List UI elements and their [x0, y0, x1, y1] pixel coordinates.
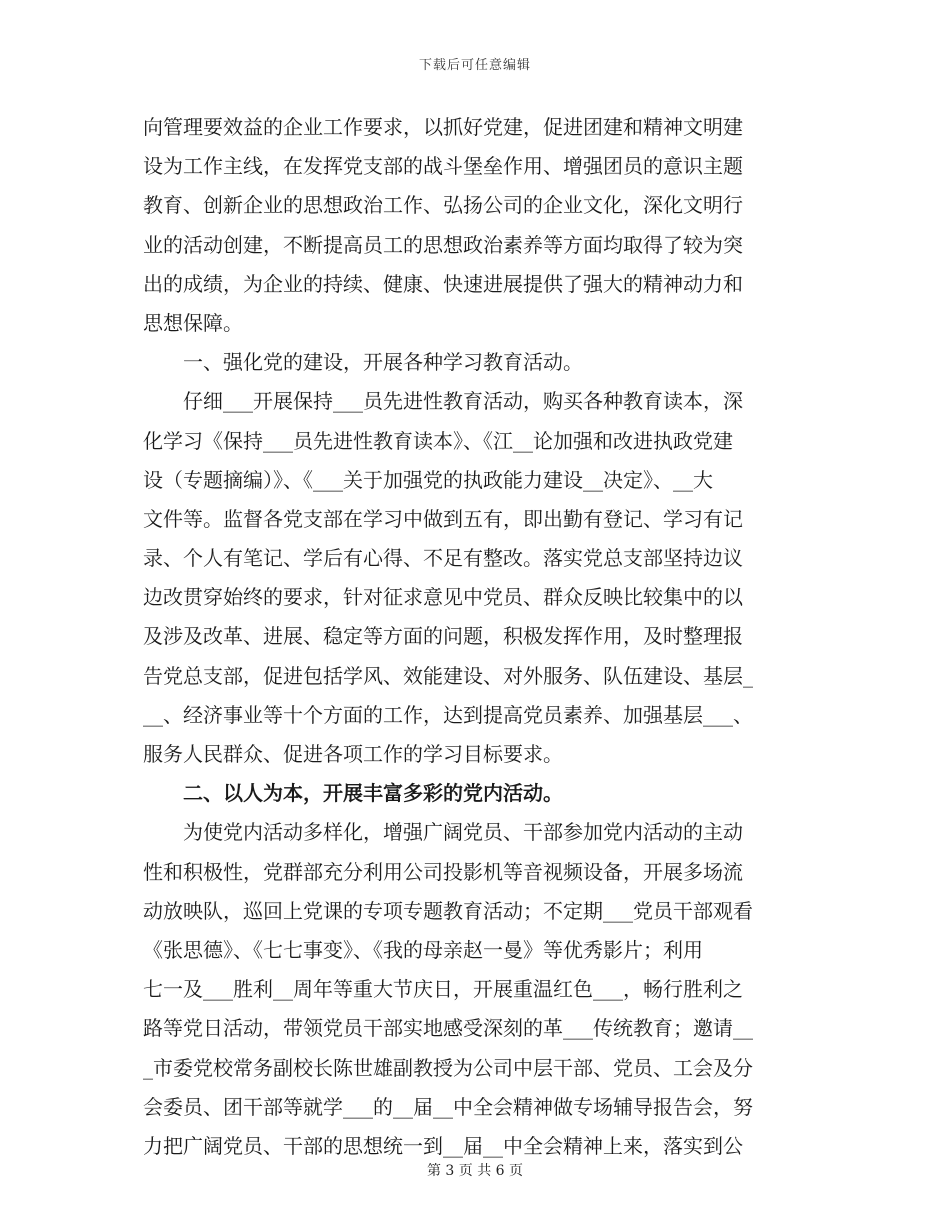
body-text-line: 向管理要效益的企业工作要求，以抓好党建，促进团建和精神文明建	[143, 115, 743, 139]
body-text-line: 《张思德》、《七七事变》、《我的母亲赵一曼》等优秀影片；利用	[143, 937, 703, 962]
section-heading-line: 二、以人为本，开展丰富多彩的党内活动。	[143, 781, 563, 806]
body-text-line: 业的活动创建，不断提高员工的思想政治素养等方面均取得了较为突	[143, 232, 743, 257]
body-text-line: 边改贯穿始终的要求，针对征求意见中党员、群众反映比较集中的以	[143, 585, 743, 610]
body-text-line: 路等党日活动，带领党员干部实地感受深刻的革___传统教育；邀请__	[143, 1016, 753, 1041]
body-text-line: 会委员、团干部等就学___的__届__中全会精神做专场辅导报告会，努	[143, 1094, 753, 1119]
body-text-line: 性和积极性，党群部充分利用公司投影机等音视频设备，开展多场流	[143, 859, 743, 884]
body-text-line: 录、个人有笔记、学后有心得、不足有整改。落实党总支部坚持边议	[143, 546, 743, 571]
body-text-line: 思想保障。	[143, 310, 243, 335]
body-text-line: 文件等。监督各党支部在学习中做到五有，即出勤有登记、学习有记	[143, 506, 743, 531]
body-text-line: 服务人民群众、促进各项工作的学习目标要求。	[143, 742, 563, 766]
body-text-line: 及涉及改革、进展、稳定等方面的问题，积极发挥作用，及时整理报	[143, 624, 743, 649]
body-text-line: _市委党校常务副校长陈世雄副教授为公司中层干部、党员、工会及分	[143, 1055, 753, 1080]
body-text-line: 动放映队，巡回上党课的专项专题教育活动；不定期___党员干部观看	[143, 898, 753, 923]
body-text-line: 仔细___开展保持___员先进性教育活动，购买各种教育读本，深	[143, 389, 743, 414]
body-text-line: 设为工作主线，在发挥党支部的战斗堡垒作用、增强团员的意识主题	[143, 154, 743, 179]
body-text-line: 教育、创新企业的思想政治工作、弘扬公司的企业文化，深化文明行	[143, 193, 743, 218]
page-number: 第 3 页 共 6 页	[426, 1163, 524, 1179]
document-body	[143, 108, 807, 1166]
body-text-line: 力把广阔党员、干部的思想统一到__届__中全会精神上来，落实到公	[143, 1133, 743, 1158]
body-text-line: 七一及___胜利__周年等重大节庆日，开展重温红色___，畅行胜利之	[143, 977, 743, 1002]
body-text-line: 告党总支部，促进包括学风、效能建设、对外服务、队伍建设、基层_	[143, 663, 753, 688]
body-text-line: 一、强化党的建设，开展各种学习教育活动。	[143, 350, 583, 375]
body-text-line: 出的成绩，为企业的持续、健康、快速进展提供了强大的精神动力和	[143, 271, 743, 296]
body-text-line: __、经济事业等十个方面的工作，达到提高党员素养、加强基层___、	[143, 702, 753, 727]
body-text-line: 设（专题摘编）》、《___关于加强党的执政能力建设__决定》、__大	[143, 467, 713, 492]
body-text-line: 为使党内活动多样化，增强广阔党员、干部参加党内活动的主动	[143, 820, 743, 845]
body-text-line: 化学习《保持___员先进性教育读本》、《江__论加强和改进执政党建	[143, 428, 733, 453]
header-note: 下载后可任意编辑	[418, 58, 531, 73]
